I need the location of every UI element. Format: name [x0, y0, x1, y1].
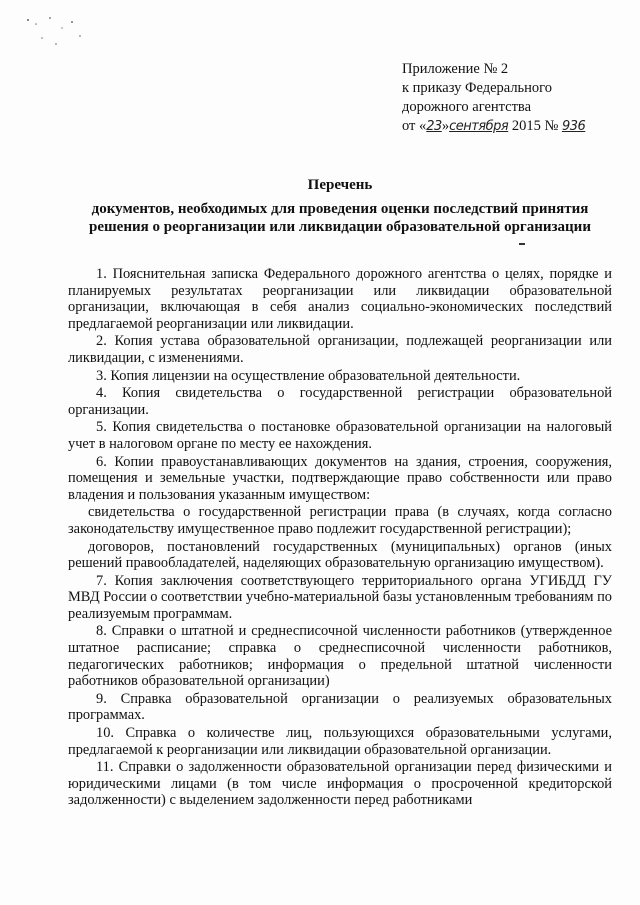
title-heading: Перечень	[307, 177, 373, 193]
list-item: 7. Копия заключения соответствующего территориального органа УГИБДД ГУ МВД России о соответствии учебно-материальной базы установленным требованиям по реализуемым программам.	[68, 572, 612, 622]
date-year: 2015 №	[508, 118, 562, 134]
list-item: 8. Справки о штатной и среднесписочной численности работников (утвержденное штатное расписание; справка о среднесписочной численности работников, педагогических работников; информация о предельной штатной численности работников образовательной организации)	[68, 623, 612, 690]
list-item: 6. Копии правоустанавливающих документов на здания, строения, сооружения, помещения и земельные участки, подтверждающие право собственности или право владения и пользования указанным имуществом:	[68, 453, 612, 503]
list-subitem: договоров, постановлений государственных (муниципальных) органов (иных решений правообладателей, наделяющих образовательную организацию имуществом).	[68, 538, 612, 572]
date-mid: »	[441, 118, 450, 134]
list-item: 4. Копия свидетельства о государственной регистрации образовательной организации.	[68, 385, 612, 418]
list-item: 3. Копия лицензии на осуществление образовательной деятельности.	[96, 367, 521, 384]
list-item: 1. Пояснительная записка Федерального дорожного агентства о целях, порядке и планируемых результатах реорганизации или ликвидации образовательной организации, включающая в себя анализ социально-экономических последствий предлагаемой реорганизации или ликвидации.	[68, 266, 612, 332]
scan-mark	[519, 243, 525, 245]
approval-date-line	[402, 117, 632, 136]
handwritten-day: 23	[426, 119, 442, 134]
list-item: 11. Справки о задолженности образовательной организации перед физическими и юридическими лицами (в том числе информация о просроченной кредиторской задолженности) с выделением задолженности перед работниками	[68, 759, 612, 809]
list-item: 10. Справка о количестве лиц, пользующихся образовательными услугами, предлагаемой к реорганизации или ликвидации образовательной организации.	[68, 725, 612, 758]
approval-line-3: дорожного агентства	[402, 99, 532, 115]
approval-stamp-block	[402, 60, 632, 136]
list-item: 9. Справка образовательной организации о реализуемых образовательных программах.	[68, 690, 612, 724]
list-item: 2. Копия устава образовательной организации, подлежащей реорганизации или ликвидации, с изменениями.	[68, 333, 612, 366]
document-body	[68, 266, 612, 810]
title-line-1: документов, необходимых для проведения оценки последствий принятия	[91, 201, 589, 217]
list-subitem: свидетельства о государственной регистрации права (в случаях, когда согласно законодательству имущественное право подлежит государственной регистрации);	[68, 504, 612, 537]
approval-line-2: к приказу Федерального	[402, 80, 553, 96]
scan-speckle-marks	[22, 14, 92, 50]
list-item: 5. Копия свидетельства о постановке образовательной организации на налоговый учет в налоговом органе по месту ее нахождения.	[68, 419, 612, 452]
date-prefix: от «	[402, 118, 427, 134]
approval-line-1: Приложение № 2	[402, 61, 509, 77]
document-title	[60, 176, 620, 236]
handwritten-month: сентября	[449, 119, 509, 134]
title-line-2: решения о реорганизации или ликвидации образовательной организации	[89, 219, 591, 235]
handwritten-number: 936	[561, 119, 586, 134]
